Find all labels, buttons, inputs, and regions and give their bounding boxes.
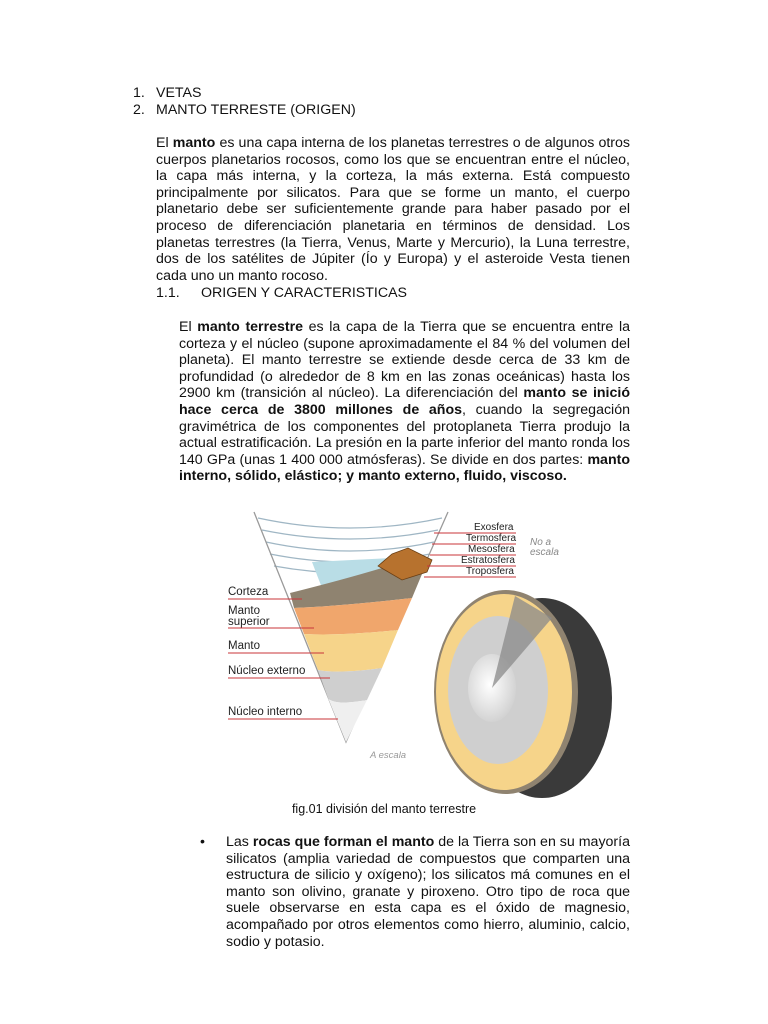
section-title: ORIGEN Y CARACTERISTICAS xyxy=(201,285,408,301)
bold-text: rocas que forman el manto xyxy=(252,834,435,850)
bold-text: manto se inició hace cerca de 3800 millones de años xyxy=(179,385,630,418)
bold-text: manto interno, sólido, elástico; y manto externo, fluido, viscoso. xyxy=(179,451,630,485)
label-nucleo-interno: Núcleo interno xyxy=(228,706,303,718)
list-text: VETAS xyxy=(156,85,202,101)
inner-core-layer xyxy=(328,698,367,742)
earth-cutaway xyxy=(434,590,612,798)
figure-caption: fig.01 división del manto terrestre xyxy=(291,802,477,816)
text-run: , cuando la segregación gravimétrica de los componentes del protoplaneta Tierra produjo la actual estratificación. La presión en la parte inferior del manto ronda los 140 GPa (unas 1 400 000 atmósferas). Se divide en dos partes: xyxy=(179,401,630,468)
terrestre-paragraph xyxy=(179,319,630,485)
list-item xyxy=(133,102,356,119)
no-scale-line-1: No a xyxy=(530,537,552,548)
label-manto-superior-1: Manto xyxy=(228,605,260,617)
text-run: El xyxy=(156,135,173,151)
section-heading xyxy=(156,285,407,302)
text-run: de la Tierra son en su mayoría silicatos (amplia variedad de compuestos que comparten una estructura de silicio y oxígeno); los silicatos má comunes en el manto son olivino, granate y piroxeno. Otro tipo de roca que suele observarse en esta capa es el óxido de magnesio, acompañado por otros elementos como hierro, aluminio, calcio, sodio y potasio. xyxy=(226,834,630,950)
bold-text: manto xyxy=(172,135,216,151)
label-exosfera: Exosfera xyxy=(474,522,514,533)
bullet-symbol: • xyxy=(200,834,205,850)
bullet-item xyxy=(200,834,630,950)
bold-text: manto terrestre xyxy=(197,319,304,335)
label-termosfera: Termosfera xyxy=(466,533,517,544)
list-number: 1. xyxy=(133,85,145,101)
list-item xyxy=(133,85,356,102)
to-scale-note: A escala xyxy=(370,750,407,761)
text-run: es una capa interna de los planetas terrestres o de algunos otros cuerpos planetarios rocosos, como los que se encuentran entre el núcleo, la capa más interna, y la corteza, la más externa. Está compuesto principalmente por silicatos. Para que se forme un manto, el cuerpo planetario debe ser suficientemente grande para haber pasado por el proceso de diferenciación planetaria en términos de densidad. Los planetas terrestres (la Tierra, Venus, Marte y Mercurio), la Luna terrestre, dos de los satélites de Júpiter (Ío y Europa) y el asteroide Vesta tienen cada uno un manto rocoso. xyxy=(156,135,631,284)
bullet-text xyxy=(226,834,630,950)
no-scale-note xyxy=(530,537,559,558)
intro-paragraph xyxy=(156,135,630,284)
atmosphere-labels xyxy=(461,522,516,577)
text-run: es la capa de la Tierra que se encuentra entre la corteza y el núcleo (supone aproximadamente el 84 % del volumen del planeta). El manto terrestre se extiende desde cerca de 33 km de profundidad (o alrededor de 8 km en las zonas oceánicas) hasta los 2900 km (transición al núcleo). La diferenciación del xyxy=(179,319,630,402)
list-number: 2. xyxy=(133,102,145,118)
earth-layers-figure xyxy=(222,508,622,798)
section-number: 1.1. xyxy=(156,285,180,301)
text-run: El xyxy=(179,319,198,335)
label-troposfera: Troposfera xyxy=(466,566,514,577)
text-run: Las xyxy=(226,834,253,850)
label-manto: Manto xyxy=(228,640,260,652)
earth-diagram xyxy=(222,508,622,798)
label-mesosfera: Mesosfera xyxy=(468,544,515,555)
label-nucleo-externo: Núcleo externo xyxy=(228,665,306,677)
top-numbered-list xyxy=(133,85,356,119)
mantle-layer xyxy=(304,630,398,672)
no-scale-line-2: escala xyxy=(530,547,559,558)
label-estratosfera: Estratosfera xyxy=(461,555,515,566)
list-text: MANTO TERRESTE (ORIGEN) xyxy=(156,102,356,118)
label-corteza: Corteza xyxy=(228,586,269,598)
label-manto-superior-2: superior xyxy=(228,616,270,628)
